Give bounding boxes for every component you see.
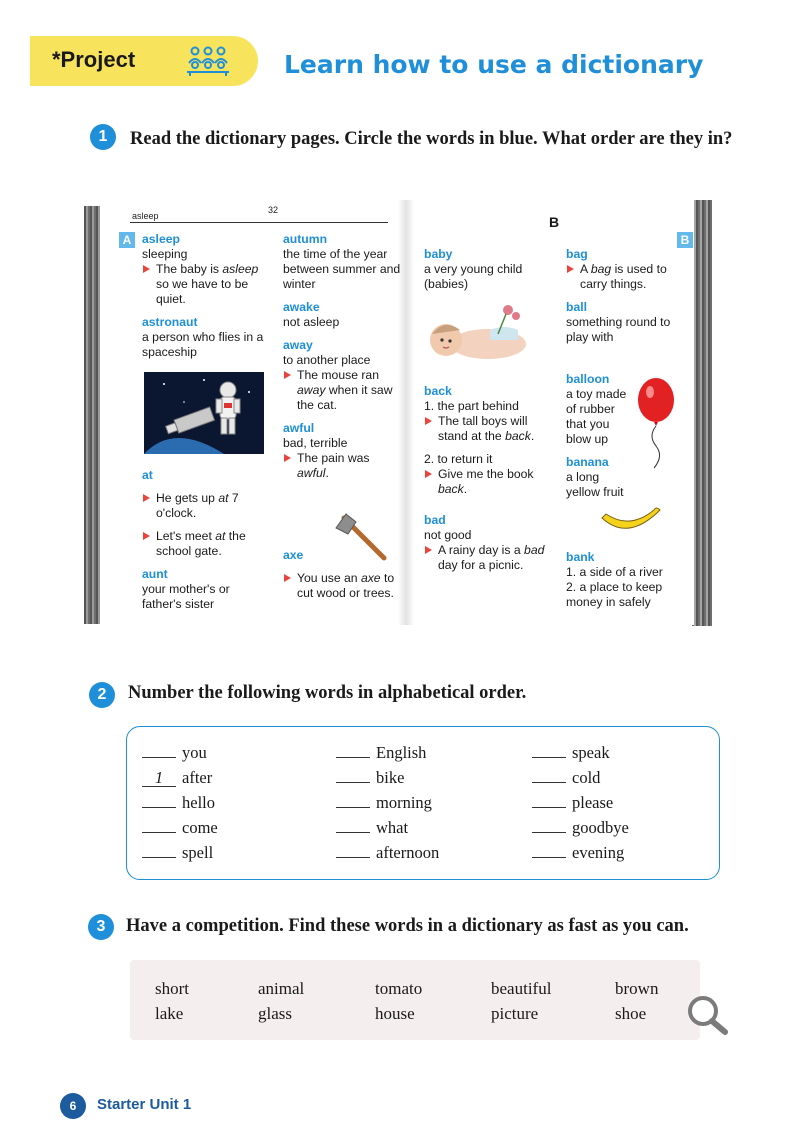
- dictionary-column-4b: [566, 372, 632, 500]
- word: afternoon: [376, 843, 440, 862]
- answer-blank[interactable]: [142, 740, 176, 758]
- headword: aunt: [142, 567, 168, 581]
- definition: 2. a place to keep money in safely: [566, 580, 663, 609]
- exercise-3-number: 3: [88, 914, 114, 940]
- answer-blank[interactable]: [532, 790, 566, 808]
- definition: a very young child (babies): [424, 262, 523, 291]
- list-item: [336, 740, 439, 765]
- dictionary-column-3: [424, 247, 552, 292]
- word: hello: [182, 793, 215, 812]
- word: you: [182, 743, 207, 762]
- word: bike: [376, 768, 405, 787]
- exercise-1-number: 1: [90, 124, 116, 150]
- definition: bad, terrible: [283, 436, 348, 450]
- unit-label: Starter Unit 1: [97, 1096, 192, 1113]
- headword: autumn: [283, 232, 328, 246]
- list-item: [142, 790, 218, 815]
- competition-word: animal: [258, 979, 305, 998]
- definition: sleeping: [142, 247, 188, 261]
- answer-blank[interactable]: [336, 765, 370, 783]
- answer-blank[interactable]: 1: [142, 769, 176, 787]
- list-item: [532, 740, 629, 765]
- list-item: [336, 765, 439, 790]
- list-item: [532, 765, 629, 790]
- list-item: [532, 815, 629, 840]
- definition: something round to play with: [566, 315, 671, 344]
- definition: 2. to return it: [424, 452, 493, 466]
- word: English: [376, 743, 427, 762]
- letter-tab-a: A: [119, 232, 135, 248]
- definition: your mother's or father's sister: [142, 582, 230, 611]
- competition-word-box: [130, 960, 700, 1040]
- list-item: [142, 840, 218, 865]
- dictionary-column-2: [283, 232, 401, 481]
- list-item: [532, 840, 629, 865]
- word: spell: [182, 843, 214, 862]
- headword: at: [142, 468, 153, 482]
- letter-tab-b: B: [677, 232, 693, 248]
- answer-blank[interactable]: [336, 840, 370, 858]
- dictionary-page-number: 32: [268, 205, 279, 215]
- definition: the time of the year between summer and winter: [283, 247, 401, 291]
- magnifier-icon: [686, 994, 730, 1036]
- word: evening: [572, 843, 625, 862]
- word: please: [572, 793, 614, 812]
- headword: bag: [566, 247, 588, 261]
- word-column-3: [532, 740, 629, 865]
- list-item: [336, 840, 439, 865]
- header-rule: [130, 222, 388, 223]
- exercise-3-instruction: Have a competition. Find these words in a dictionary as fast as you can.: [126, 916, 689, 936]
- definition: to another place: [283, 353, 371, 367]
- example: You use an axe to cut wood or trees.: [283, 571, 401, 601]
- definition: a person who flies in a spaceship: [142, 330, 264, 359]
- answer-blank[interactable]: [532, 765, 566, 783]
- definition: not good: [424, 528, 472, 542]
- answer-blank[interactable]: [336, 790, 370, 808]
- book-cover-right: [692, 200, 712, 626]
- competition-word: shoe: [615, 1004, 647, 1023]
- definition: a toy made of rubber that you blow up: [566, 387, 627, 446]
- headword: awful: [283, 421, 315, 435]
- headword: axe: [283, 548, 304, 562]
- competition-word: brown: [615, 979, 659, 998]
- banana-illustration: [598, 504, 664, 538]
- word: speak: [572, 743, 610, 762]
- exercise-1-instruction: Read the dictionary pages. Circle the words in blue. What order are they in?: [130, 129, 733, 149]
- competition-word: house: [375, 1004, 415, 1023]
- list-item: [336, 790, 439, 815]
- competition-word: tomato: [375, 979, 423, 998]
- list-item: [142, 765, 218, 790]
- answer-blank[interactable]: [532, 840, 566, 858]
- exercise-2-number: 2: [89, 682, 115, 708]
- competition-word: short: [155, 979, 189, 998]
- example: The baby is asleep so we have to be quiet.: [142, 262, 266, 307]
- headword: banana: [566, 455, 609, 469]
- word: goodbye: [572, 818, 629, 837]
- example: The tall boys will stand at the back.: [424, 414, 552, 444]
- word: after: [182, 768, 213, 787]
- example: A bag is used to carry things.: [566, 262, 678, 292]
- headword: away: [283, 338, 313, 352]
- example: Let's meet at the school gate.: [142, 529, 266, 559]
- word: morning: [376, 793, 432, 812]
- exercise-2-instruction: Number the following words in alphabetical order.: [128, 683, 527, 703]
- headword: balloon: [566, 372, 610, 386]
- answer-blank[interactable]: [142, 815, 176, 833]
- list-item: [336, 815, 439, 840]
- word: what: [376, 818, 409, 837]
- example: A rainy day is a bad day for a picnic.: [424, 543, 552, 573]
- definition: not asleep: [283, 315, 340, 329]
- answer-blank[interactable]: [336, 740, 370, 758]
- answer-blank[interactable]: [142, 790, 176, 808]
- word: come: [182, 818, 218, 837]
- project-label: *Project: [52, 47, 136, 72]
- word-column-1: [142, 740, 218, 865]
- list-item: [142, 740, 218, 765]
- answer-blank[interactable]: [532, 815, 566, 833]
- group-work-icon: [186, 46, 230, 76]
- page-title: Learn how to use a dictionary: [284, 50, 704, 79]
- competition-word: glass: [258, 1004, 292, 1023]
- example: The mouse ran away when it saw the cat.: [283, 368, 401, 413]
- dictionary-column-4: [566, 247, 678, 353]
- headword: bad: [424, 513, 446, 527]
- dictionary-column-2b: [283, 548, 401, 601]
- competition-word: beautiful: [491, 979, 552, 998]
- dictionary-column-1: [142, 232, 266, 360]
- headword: baby: [424, 247, 453, 261]
- example: He gets up at 7 o'clock.: [142, 491, 266, 521]
- definition: 1. the part behind: [424, 399, 519, 413]
- answer-blank[interactable]: [142, 840, 176, 858]
- definition: 1. a side of a river: [566, 565, 663, 579]
- section-letter: B: [549, 214, 560, 230]
- competition-word: lake: [155, 1004, 184, 1023]
- headword: bank: [566, 550, 595, 564]
- astronaut-illustration: [144, 372, 264, 454]
- dictionary-column-1b: [142, 468, 266, 612]
- headword: back: [424, 384, 452, 398]
- page-number: 6: [60, 1093, 86, 1119]
- list-item: [532, 790, 629, 815]
- balloon-illustration: [634, 374, 680, 470]
- competition-word: picture: [491, 1004, 539, 1023]
- headword: ball: [566, 300, 587, 314]
- word-column-2: [336, 740, 439, 865]
- baby-illustration: [428, 300, 528, 362]
- example: The pain was awful.: [283, 451, 401, 481]
- dictionary-column-3b: [424, 384, 552, 573]
- answer-blank[interactable]: [532, 740, 566, 758]
- guide-word: asleep: [132, 211, 159, 221]
- headword: astronaut: [142, 315, 198, 329]
- answer-blank[interactable]: [336, 815, 370, 833]
- headword: awake: [283, 300, 320, 314]
- word: cold: [572, 768, 601, 787]
- definition: a long yellow fruit: [566, 470, 624, 499]
- list-item: [142, 815, 218, 840]
- example: Give me the book back.: [424, 467, 552, 497]
- dictionary-column-4c: [566, 550, 678, 610]
- headword: asleep: [142, 232, 180, 246]
